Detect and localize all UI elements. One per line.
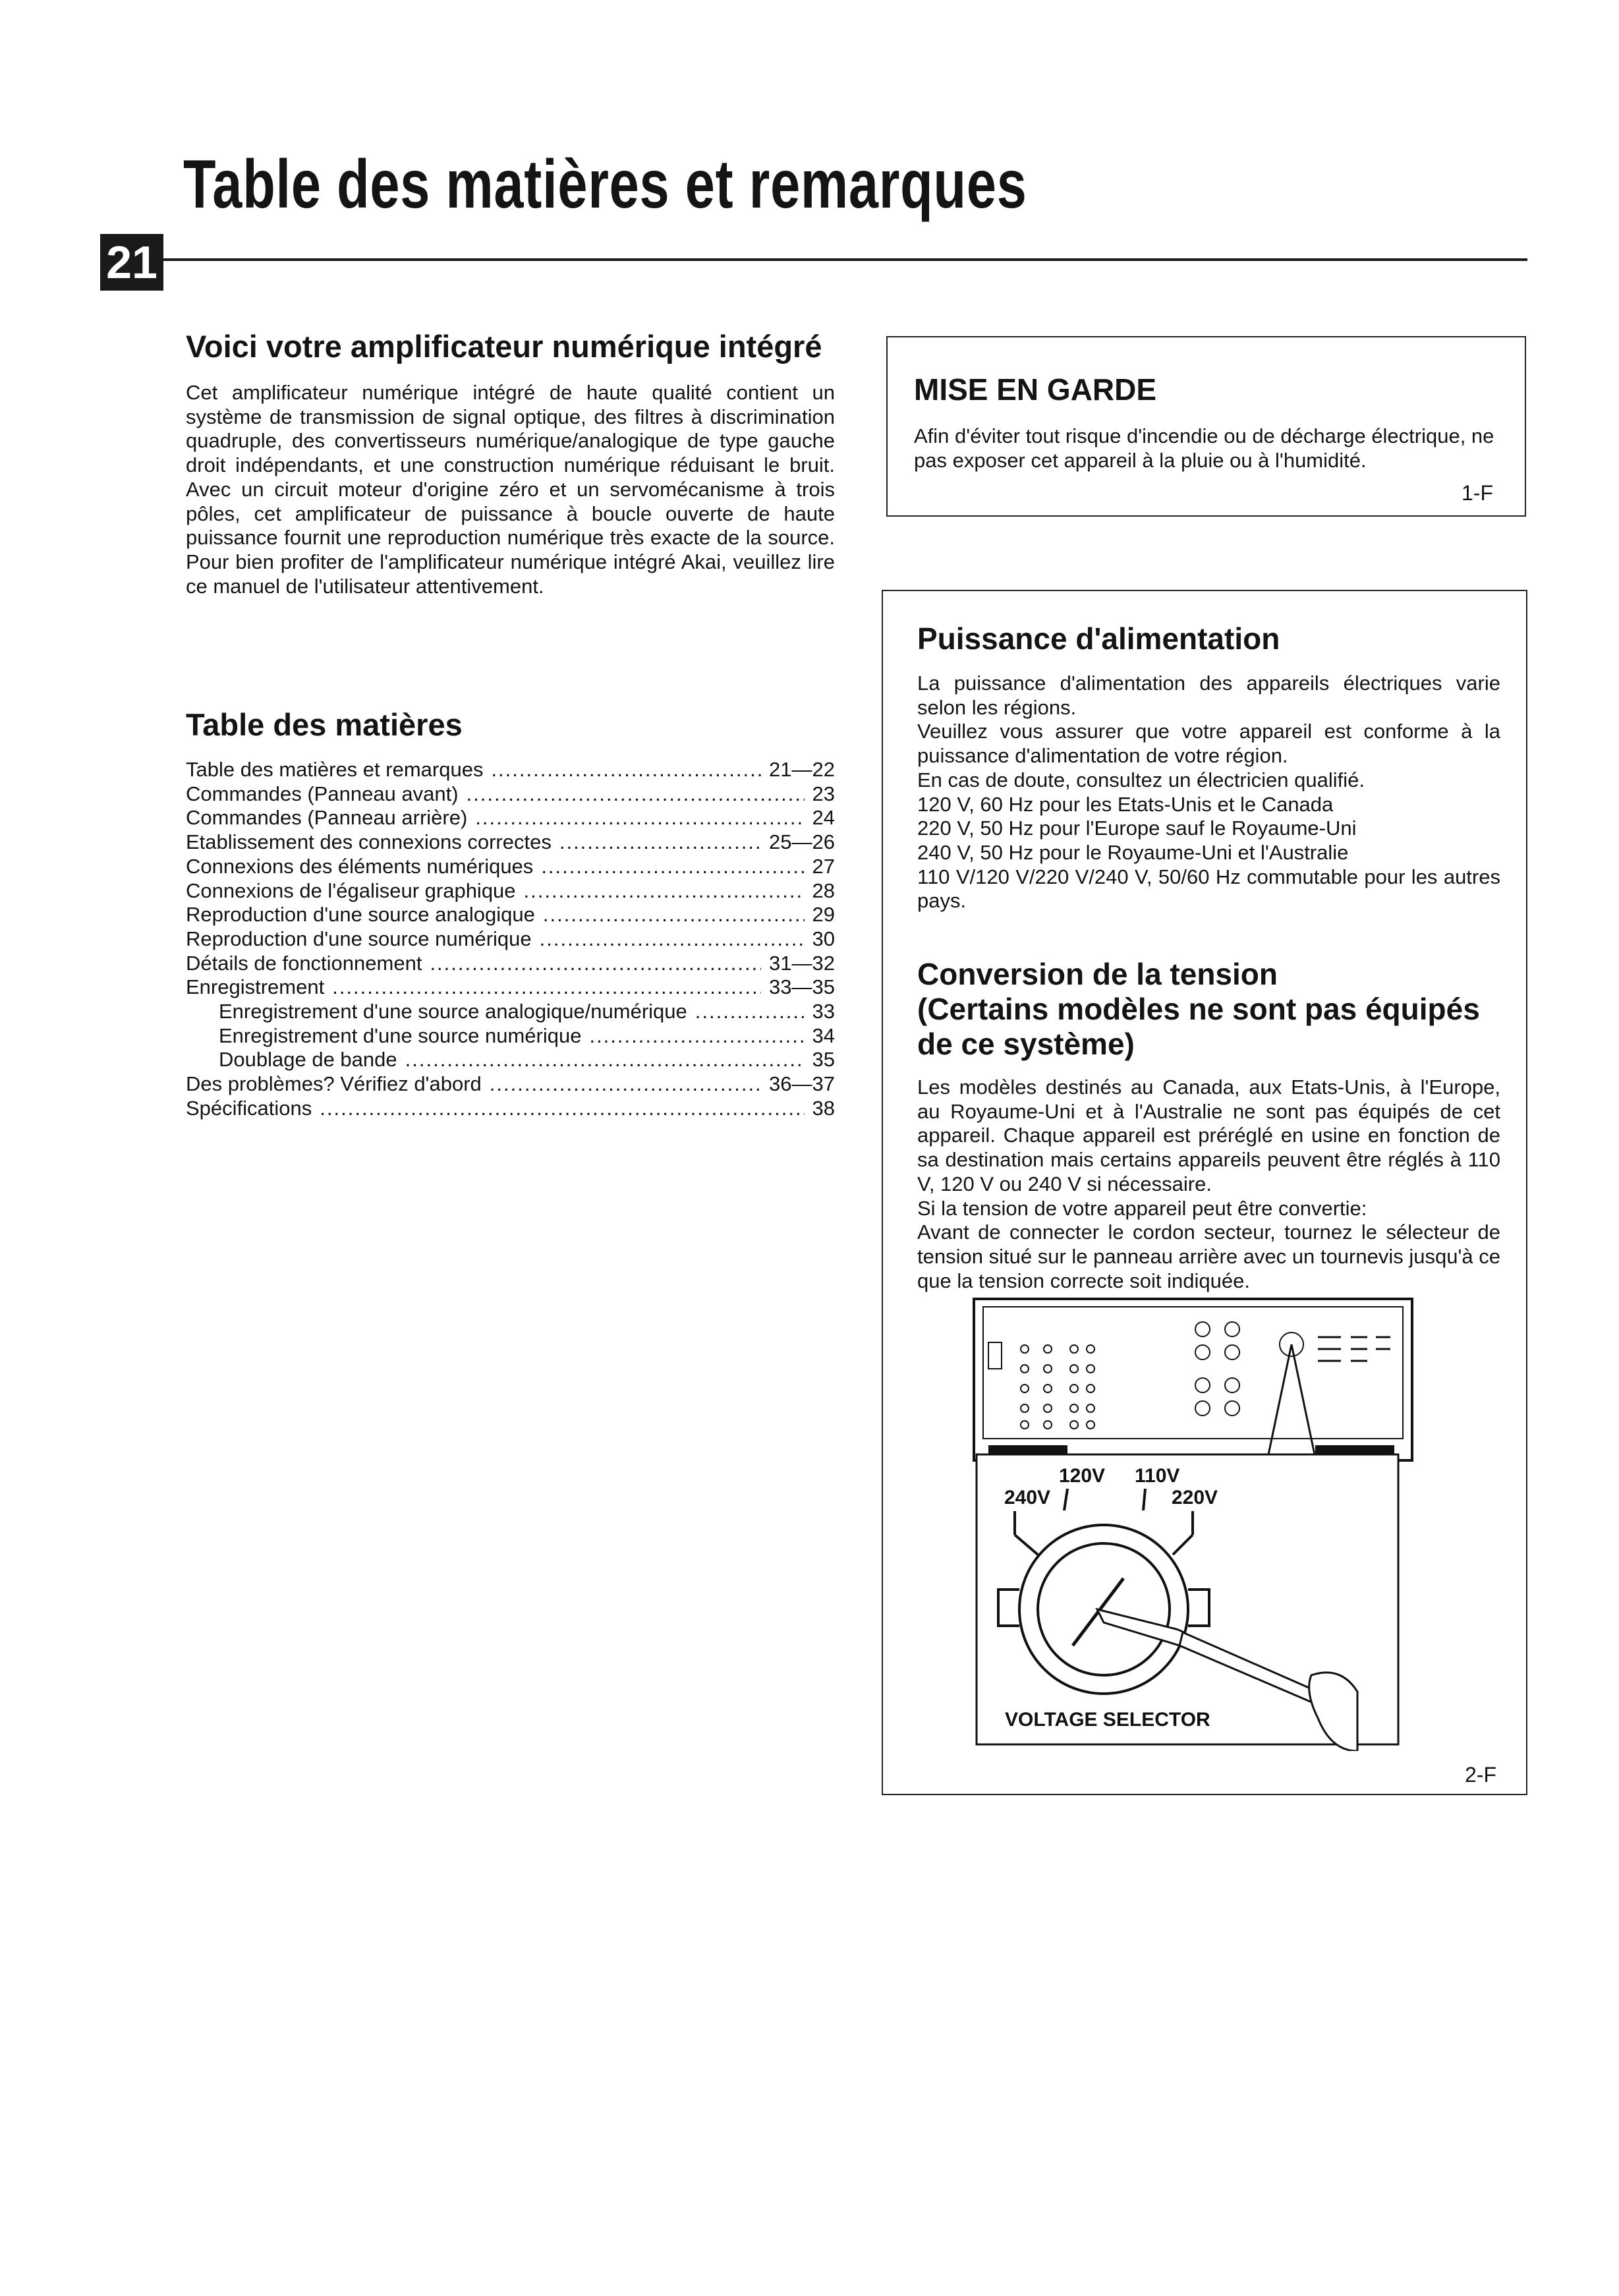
toc-leader xyxy=(541,855,804,879)
toc-entry xyxy=(186,879,835,904)
toc-entry xyxy=(186,830,835,855)
label-220v: 220V xyxy=(1172,1487,1218,1508)
voltage-selector-diagram xyxy=(962,1296,1529,1751)
toc-entry-page: 30 xyxy=(812,927,835,950)
rear-panel-illustration xyxy=(974,1299,1412,1460)
toc-entry-page: 35 xyxy=(812,1048,835,1072)
toc-subentry xyxy=(186,1024,835,1048)
conversion-body xyxy=(917,1076,1500,1293)
power-body xyxy=(917,672,1500,913)
toc-entry-label: Connexions des éléments numériques xyxy=(186,854,534,878)
conversion-heading xyxy=(917,957,1480,1062)
power-box xyxy=(882,590,1527,1795)
toc-entry-label: Reproduction d'une source analogique xyxy=(186,903,535,927)
toc-entry-page: 29 xyxy=(812,903,835,927)
toc-entry-label: Commandes (Panneau avant) xyxy=(186,782,459,805)
intro-heading: Voici votre amplificateur numérique intégré xyxy=(186,329,822,364)
label-240v: 240V xyxy=(1004,1487,1051,1508)
warning-heading: MISE EN GARDE xyxy=(914,372,1157,407)
toc-entry-page: 31—32 xyxy=(769,951,835,975)
toc-entry-label: Commandes (Panneau arrière) xyxy=(186,806,468,830)
title-divider xyxy=(163,258,1527,261)
toc-entry-page: 27 xyxy=(812,854,835,878)
toc-entry xyxy=(186,903,835,927)
toc-leader xyxy=(543,903,805,927)
toc-leader xyxy=(559,830,761,855)
power-heading: Puissance d'alimentation xyxy=(917,621,1280,656)
conversion-heading-line: (Certains modèles ne sont pas équipés xyxy=(917,992,1480,1026)
toc-subentry xyxy=(186,1048,835,1072)
toc-leader xyxy=(524,879,805,904)
toc-leader xyxy=(467,782,805,807)
toc-entry-label: Connexions de l'égaliseur graphique xyxy=(186,878,516,902)
toc-leader xyxy=(589,1024,804,1048)
conversion-line: Si la tension de votre appareil peut être convertie: xyxy=(917,1196,1367,1220)
toc-entry xyxy=(186,1097,835,1121)
power-line: 120 V, 60 Hz pour les Etats-Unis et le Canada xyxy=(917,792,1334,816)
toc-entry xyxy=(186,1072,835,1097)
conversion-heading-line: de ce système) xyxy=(917,1027,1135,1061)
toc-entry-label: Enregistrement xyxy=(186,975,325,999)
toc-heading: Table des matières xyxy=(186,707,463,742)
warning-code: 1-F xyxy=(1462,481,1493,505)
toc-entry-page: 34 xyxy=(812,1023,835,1047)
toc-entry-label: Enregistrement d'une source numérique xyxy=(219,1023,582,1047)
toc-entry xyxy=(186,927,835,952)
conversion-heading-line: Conversion de la tension xyxy=(917,957,1278,991)
power-line: 240 V, 50 Hz pour le Royaume-Uni et l'Australie xyxy=(917,840,1349,864)
toc-entry-label: Table des matières et remarques xyxy=(186,758,484,781)
toc-entry-page: 33 xyxy=(812,1000,835,1023)
toc-leader xyxy=(320,1097,804,1121)
toc-entry xyxy=(186,782,835,807)
toc-entry-label: Détails de fonctionnement xyxy=(186,951,422,975)
label-110v: 110V xyxy=(1135,1465,1180,1487)
warning-body: Afin d'éviter tout risque d'incendie ou de décharge électrique, ne pas exposer cet appareil à la pluie ou à l'humidité. xyxy=(914,424,1494,472)
toc-entry-page: 38 xyxy=(812,1096,835,1120)
toc-leader xyxy=(490,1072,761,1097)
page-number-tab: 21 xyxy=(100,234,163,291)
toc-leader xyxy=(405,1048,805,1072)
toc-entry-page: 28 xyxy=(812,878,835,902)
toc-entry-page: 33—35 xyxy=(769,975,835,999)
toc-leader xyxy=(475,806,804,830)
toc-leader xyxy=(540,927,805,952)
voltage-selector-caption: VOLTAGE SELECTOR xyxy=(1005,1709,1210,1731)
intro-body: Cet amplificateur numérique intégré de haute qualité contient un système de transmission de signal optique, des filtres à discrimination quadruple, des convertisseurs numérique/analogique de type gauche droit indépendants, et une construction numérique réduisant le bruit. Avec un circuit moteur d'origine zéro et un servomécanisme à trois pôles, cet amplificateur de puissance à boucle ouverte de haute puissance fournit une reproduction numérique très exacte de la source. Pour bien profiter de l'amplificateur numérique intégré Akai, veuillez lire ce manuel de l'utilisateur attentivement. xyxy=(186,381,835,598)
toc-entry-page: 24 xyxy=(812,806,835,830)
toc-leader xyxy=(332,975,761,1000)
toc-leader xyxy=(491,758,761,782)
power-line: 110 V/120 V/220 V/240 V, 50/60 Hz commutable pour les autres pays. xyxy=(917,865,1500,913)
toc-entry-page: 23 xyxy=(812,782,835,805)
toc-list xyxy=(186,758,835,1121)
page-title: Table des matières et remarques xyxy=(183,146,1027,223)
power-code: 2-F xyxy=(1465,1763,1496,1787)
toc-entry-label: Etablissement des connexions correctes xyxy=(186,830,552,854)
toc-leader xyxy=(430,952,761,976)
toc-entry-page: 25—26 xyxy=(769,830,835,854)
toc-entry xyxy=(186,758,835,782)
toc-entry-label: Des problèmes? Vérifiez d'abord xyxy=(186,1072,482,1096)
toc-entry-page: 21—22 xyxy=(769,758,835,781)
power-line: Veuillez vous assurer que votre appareil est conforme à la puissance d'alimentation de votre région. xyxy=(917,720,1500,768)
power-line: 220 V, 50 Hz pour l'Europe sauf le Royaume-Uni xyxy=(917,817,1357,840)
toc-leader xyxy=(695,1000,805,1024)
toc-entry-label: Spécifications xyxy=(186,1096,312,1120)
toc-entry xyxy=(186,855,835,879)
toc-entry-label: Enregistrement d'une source analogique/numérique xyxy=(219,1000,687,1023)
conversion-line: Avant de connecter le cordon secteur, tournez le sélecteur de tension situé sur le panneau arrière avec un tournevis jusqu'à ce que la tension correcte soit indiquée. xyxy=(917,1220,1500,1292)
toc-subentry xyxy=(186,1000,835,1024)
toc-entry-label: Reproduction d'une source numérique xyxy=(186,927,532,950)
toc-entry xyxy=(186,975,835,1000)
conversion-line: Les modèles destinés au Canada, aux Etats-Unis, à l'Europe, au Royaume-Uni et à l'Australie ne sont pas équipés de cet appareil. Chaque appareil est préréglé en usine en fonction de sa destination mais certains appareils peuvent être réglés à 110 V, 120 V ou 240 V si nécessaire. xyxy=(917,1076,1500,1195)
toc-entry xyxy=(186,952,835,976)
warning-box xyxy=(886,336,1526,517)
power-line: En cas de doute, consultez un électricien qualifié. xyxy=(917,768,1365,791)
toc-entry xyxy=(186,806,835,830)
toc-entry-label: Doublage de bande xyxy=(219,1048,397,1072)
power-line: La puissance d'alimentation des appareils électriques varie selon les régions. xyxy=(917,672,1500,719)
label-120v: 120V xyxy=(1059,1465,1106,1487)
toc-entry-page: 36—37 xyxy=(769,1072,835,1096)
